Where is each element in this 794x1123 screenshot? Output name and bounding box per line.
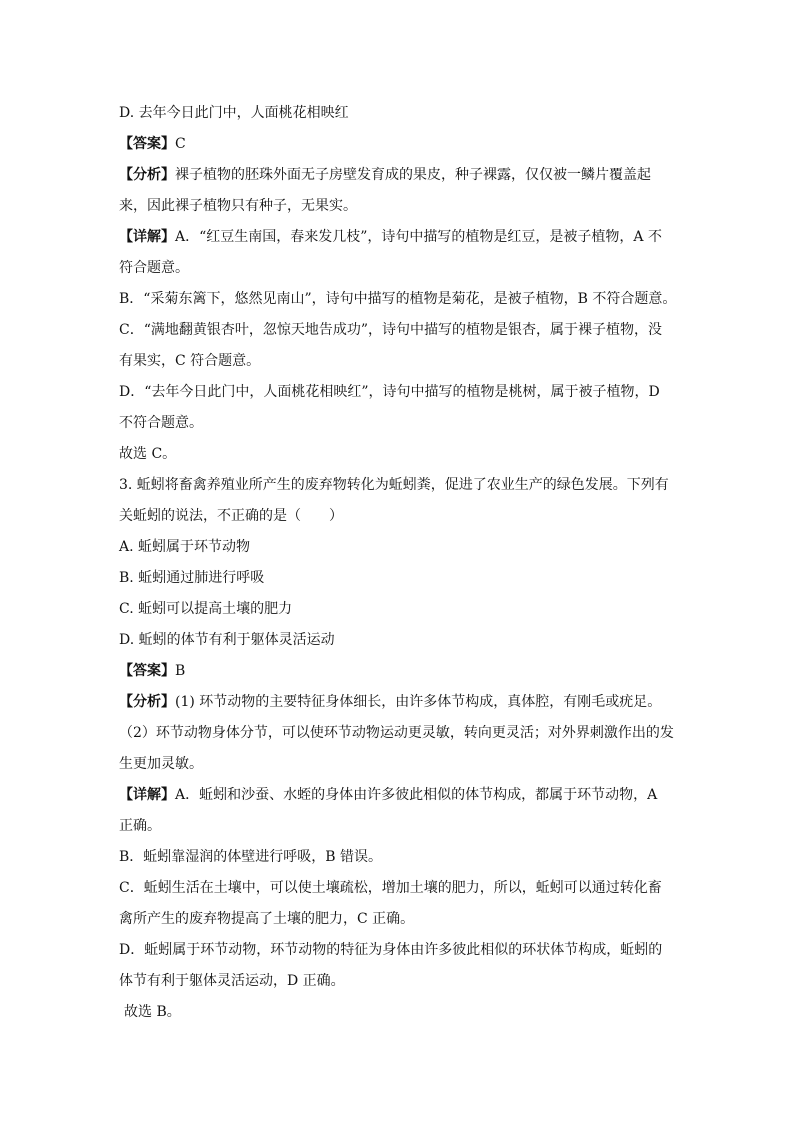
q2-detail-d-line-2: 不符合题意。 [119, 415, 203, 431]
q3-option-c: C. 蚯蚓可以提高土壤的肥力 [119, 601, 293, 617]
q3-detail-c-line-2: 禽所产生的废弃物提高了土壤的肥力，C 正确。 [119, 911, 415, 927]
q2-detail-d-line-1: D．“去年今日此门中，人面桃花相映红”，诗句中描写的植物是桃树，属于被子植物，D [119, 384, 660, 400]
q3-analysis-2-line-2: 生更加灵敏。 [119, 756, 203, 772]
q3-option-b: B. 蚯蚓通过肺进行呼吸 [119, 570, 265, 586]
q3-analysis-1 [119, 690, 679, 721]
q2-detail-c-line-2: 有果实，C 符合题意。 [119, 353, 261, 369]
q3-detail-d-line-2: 体节有利于躯体灵活运动，D 正确。 [119, 973, 345, 989]
detail-tag: 【详解】 [119, 787, 175, 803]
q3-detail-a-line-2: 正确。 [119, 818, 161, 834]
q2-analysis-line-1 [119, 163, 679, 194]
answer-value: B [175, 663, 186, 679]
q2-conclusion: 故选 C。 [119, 446, 177, 462]
analysis-text: 裸子植物的胚珠外面无子房壁发育成的果皮，种子裸露，仅仅被一鳞片覆盖起 [175, 167, 651, 183]
q3-detail-d-line-1: D．蚯蚓属于环节动物，环节动物的特征为身体由许多彼此相似的环状体节构成，蚯蚓的 [119, 942, 663, 958]
q3-detail-c-line-1: C．蚯蚓生活在土壤中，可以使土壤疏松，增加土壤的肥力，所以，蚯蚓可以通过转化畜 [119, 880, 662, 896]
q3-option-d: D. 蚯蚓的体节有利于躯体灵活运动 [119, 632, 335, 648]
answer-tag: 【答案】 [119, 136, 175, 152]
analysis-text: (1) 环节动物的主要特征身体细长，由许多体节构成，真体腔，有刚毛或疣足。 [175, 694, 662, 710]
q2-analysis-line-2: 来，因此裸子植物只有种子，无果实。 [119, 198, 357, 214]
q2-detail-c-line-1: C．“满地翻黄银杏叶，忽惊天地告成功”，诗句中描写的植物是银杏，属于裸子植物，没 [119, 322, 663, 338]
analysis-tag: 【分析】 [119, 694, 175, 710]
answer-value: C [175, 136, 186, 152]
analysis-tag: 【分析】 [119, 167, 175, 183]
q2-detail-b: B．“采菊东篱下，悠然见南山”，诗句中描写的植物是菊花，是被子植物，B 不符合题意。 [119, 291, 677, 307]
q3-analysis-2-line-1: （2）环节动物身体分节，可以使环节动物运动更灵敏，转向更灵活；对外界刺激作出的发 [119, 725, 674, 741]
q3-stem-line-2: 关蚯蚓的说法，不正确的是（ ） [119, 508, 343, 524]
q3-option-a: A. 蚯蚓属于环节动物 [119, 539, 251, 555]
detail-tag: 【详解】 [119, 229, 175, 245]
document-content [119, 101, 679, 1031]
q2-answer [119, 132, 679, 163]
detail-text: A．“红豆生南国，春来发几枝”，诗句中描写的植物是红豆，是被子植物，A 不 [175, 229, 662, 245]
q2-option-d: D. 去年今日此门中，人面桃花相映红 [119, 105, 349, 121]
q3-detail-b: B．蚯蚓靠湿润的体壁进行呼吸，B 错误。 [119, 849, 383, 865]
q2-detail-a-line-1 [119, 225, 679, 256]
q3-detail-a-line-1 [119, 783, 679, 814]
q3-stem-line-1: 3. 蚯蚓将畜禽养殖业所产生的废弃物转化为蚯蚓粪，促进了农业生产的绿色发展。下列有 [119, 477, 669, 493]
q3-conclusion: 故选 B。 [124, 1004, 181, 1020]
detail-text: A．蚯蚓和沙蚕、水蛭的身体由许多彼此相似的体节构成，都属于环节动物，A [175, 787, 658, 803]
answer-tag: 【答案】 [119, 663, 175, 679]
q3-answer [119, 659, 679, 690]
q2-detail-a-line-2: 符合题意。 [119, 260, 189, 276]
